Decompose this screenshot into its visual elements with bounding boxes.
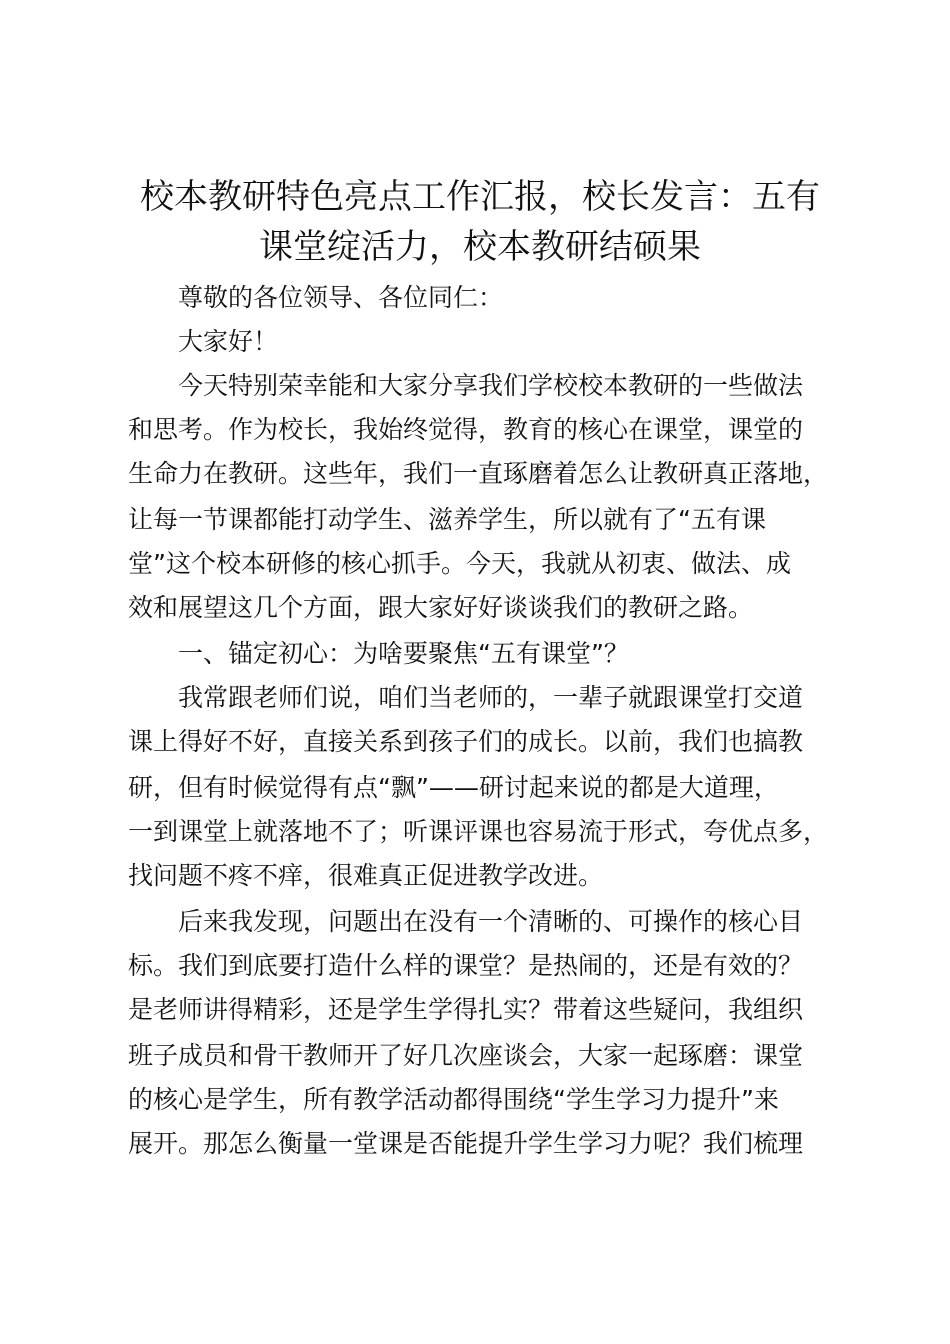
paragraph-2-line-3: 研，但有时候觉得有点“飘”——研讨起来说的都是大道理， <box>128 773 779 802</box>
paragraph-1-line-3: 生命力在教研。这些年，我们一直琢磨着怎么让教研真正落地， <box>128 459 829 488</box>
document-title-line-1: 校本教研特色亮点工作汇报，校长发言：五有 <box>140 177 820 217</box>
paragraph-1-line-5: 堂”这个校本研修的核心抓手。今天，我就从初衷、做法、成 <box>128 549 791 578</box>
paragraph-3-line-1: 后来我发现，问题出在没有一个清晰的、可操作的核心目 <box>178 907 804 936</box>
paragraph-1-line-6: 效和展望这几个方面，跟大家好好谈谈我们的教研之路。 <box>128 593 754 622</box>
paragraph-2-line-2: 课上得好不好，直接关系到孩子们的成长。以前，我们也搞教 <box>128 727 804 756</box>
paragraph-3-line-5: 的核心是学生，所有教学活动都得围绕“学生学习力提升”来 <box>128 1085 779 1114</box>
greeting: 大家好！ <box>178 327 279 356</box>
paragraph-3-line-6: 展开。那怎么衡量一堂课是否能提升学生学习力呢？我们梳理 <box>128 1129 804 1158</box>
paragraph-2-line-5: 找问题不疼不痒，很难真正促进教学改进。 <box>128 861 604 890</box>
paragraph-3-line-2: 标。我们到底要打造什么样的课堂？是热闹的，还是有效的？ <box>128 951 804 980</box>
section-heading-1: 一、锚定初心：为啥要聚焦“五有课堂”？ <box>178 639 629 668</box>
paragraph-3-line-3: 是老师讲得精彩，还是学生学得扎实？带着这些疑问，我组织 <box>128 995 804 1024</box>
document-title-line-2: 课堂绽活力，校本教研结硕果 <box>259 227 701 267</box>
paragraph-2-line-1: 我常跟老师们说，咱们当老师的，一辈子就跟课堂打交道 <box>178 683 804 712</box>
paragraph-3-line-4: 班子成员和骨干教师开了好几次座谈会，大家一起琢磨：课堂 <box>128 1041 804 1070</box>
paragraph-2-line-4: 一到课堂上就落地不了；听课评课也容易流于形式，夸优点多， <box>128 817 829 846</box>
paragraph-1-line-2: 和思考。作为校长，我始终觉得，教育的核心在课堂，课堂的 <box>128 415 804 444</box>
salutation: 尊敬的各位领导、各位同仁： <box>178 283 504 312</box>
paragraph-1-line-1: 今天特别荣幸能和大家分享我们学校校本教研的一些做法 <box>178 371 804 400</box>
paragraph-1-line-4: 让每一节课都能打动学生、滋养学生，所以就有了“五有课 <box>128 505 766 534</box>
